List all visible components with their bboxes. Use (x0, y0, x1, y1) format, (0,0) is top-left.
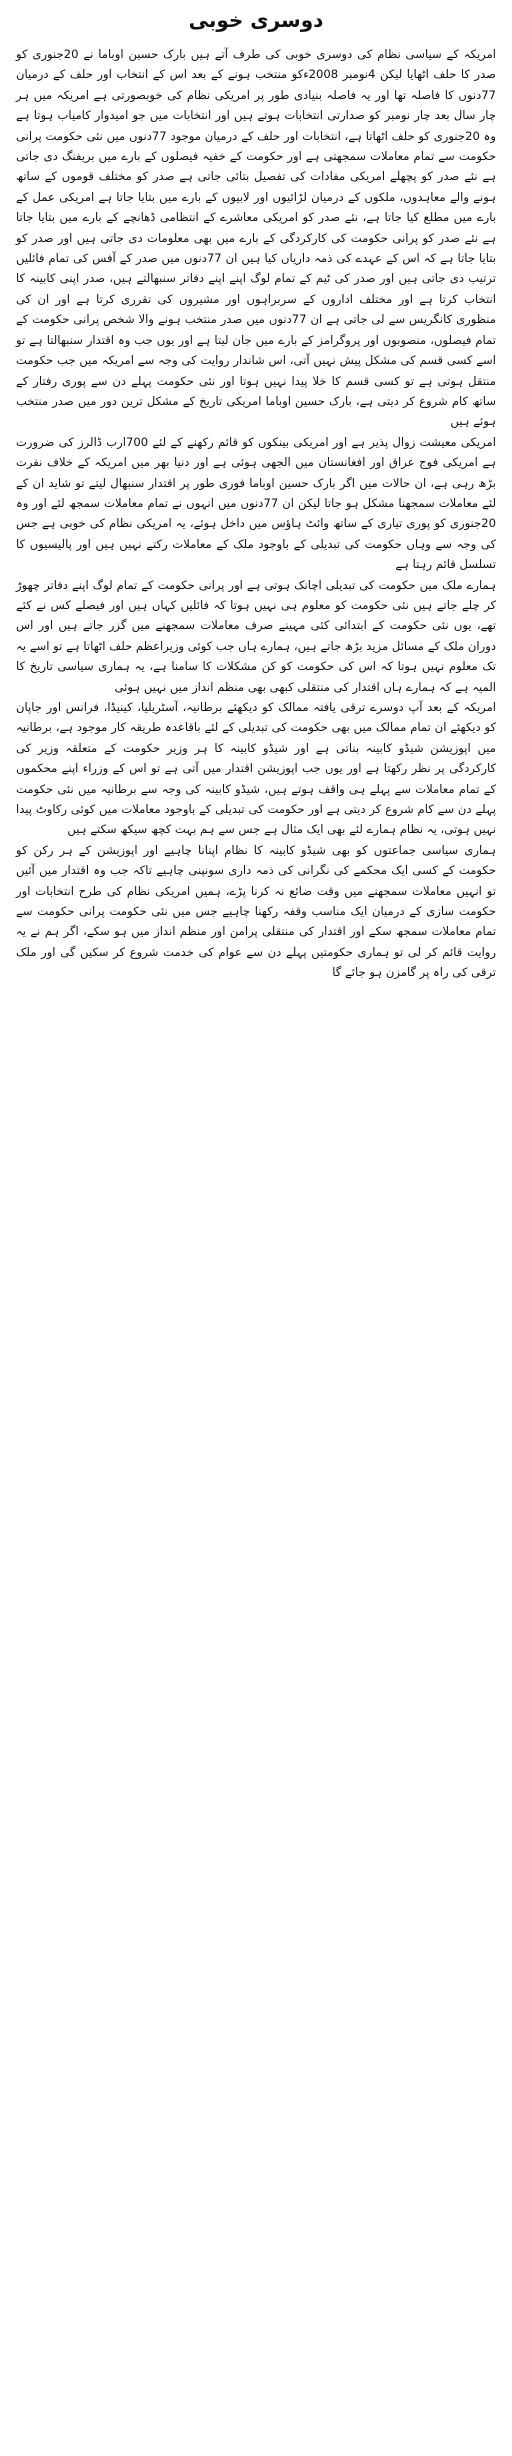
article-paragraph: ہماری سیاسی جماعتوں کو بھی شیڈو کابینہ کا نظام اپنانا چاہیے اور اپوزیشن کے ہر رکن کو حکومت کے کسی ایک محکمے کی نگرانی کی ذمہ داری سونپنی چاہیے تاکہ جب وہ اقتدار میں آئیں تو انہیں معاملات سمجھنے میں وقت ضائع نہ کرنا پڑے، ہمیں امریکی نظام کی طرح انتخابات اور حکومت سازی کے درمیان ایک مناسب وقفہ رکھنا چاہیے جس میں نئی حکومت پرانی حکومت سے تمام معاملات سمجھ سکے اور اقتدار کی منتقلی پرامن اور منظم انداز میں ہو سکے، اگر ہم نے یہ روایت قائم کر لی تو ہماری حکومتیں پہلے دن سے عوام کی خدمت شروع کر سکیں گی اور ملک ترقی کی راہ پر گامزن ہو جائے گا (16, 842, 496, 980)
article-paragraph: امریکی معیشت زوال پذیر ہے اور امریکی بینکوں کو قائم رکھنے کے لئے 700ارب ڈالرز کی ضرورت ہے امریکی فوج عراق اور افغانستان میں الجھی ہوئی ہے اور دنیا بھر میں امریکہ کے خلاف نفرت بڑھ رہی ہے، ان حالات میں اگر بارک حسین اوباما فوری طور پر اقتدار سنبھال لیتے تو شاید ان کے لئے معاملات سمجھنا مشکل ہو جاتا لیکن ان 77دنوں میں انہوں نے تمام معاملات سمجھ لئے اور وہ 20جنوری کو پوری تیاری کے ساتھ وائٹ ہاؤس میں داخل ہوئے، یہ امریکی نظام کی خوبی ہے جس کی وجہ سے وہاں حکومت کی تبدیلی کے باوجود ملک کے معاملات رکتے نہیں ہیں اور پالیسیوں کا تسلسل قائم رہتا ہے (16, 434, 496, 572)
article-paragraph: امریکہ کے بعد آپ دوسرے ترقی یافتہ ممالک کو دیکھئے برطانیہ، آسٹریلیا، کینیڈا، فرانس اور جاپان کو دیکھئے ان تمام ممالک میں بھی حکومت کی تبدیلی کے لئے باقاعدہ طریقہ کار موجود ہے، برطانیہ میں اپوزیشن شیڈو کابینہ بناتی ہے اور شیڈو کابینہ کا ہر وزیر حکومت کے متعلقہ وزیر کی کارکردگی پر نظر رکھتا ہے اور یوں جب اپوزیشن اقتدار میں آتی ہے تو اس کے وزراء اپنے محکموں کے تمام معاملات سے پہلے ہی واقف ہوتے ہیں، شیڈو کابینہ کی وجہ سے برطانیہ میں نئی حکومت پہلے دن سے کام شروع کر دیتی ہے اور حکومت کی تبدیلی کے باوجود معاملات میں کوئی رکاوٹ پیدا نہیں ہوتی، یہ نظام ہمارے لئے بھی ایک مثال ہے جس سے ہم بہت کچھ سیکھ سکتے ہیں (16, 700, 496, 837)
article-paragraph: امریکہ کے سیاسی نظام کی دوسری خوبی کی طرف آتے ہیں بارک حسین اوباما نے 20جنوری کو صدر کا حلف اٹھایا لیکن 4نومبر 2008ءکو منتخب ہونے کے بعد اس کے انتخاب اور حلف کے درمیان 77دنوں کا فاصلہ تھا اور یہ فاصلہ بنیادی طور پر امریکی نظام کی خوبصورتی ہے امریکہ میں ہر چار سال بعد چار نومبر کو صدارتی انتخابات ہوتے ہیں اور انتخابات میں جو امیدوار کامیاب ہوتا ہے وہ 20جنوری کو حلف اٹھاتا ہے، انتخابات اور حلف کے درمیان موجود 77دنوں میں نئی حکومت پرانی حکومت سے تمام معاملات سمجھتی ہے اور حکومت کے خفیہ فیصلوں کے بارے میں بریفنگ دی جاتی ہے نئے صدر کو پچھلے امریکی مفادات کی تفصیل بتائی جاتی ہے صدر کو مختلف قوموں کے ساتھ ہونے والے معاہدوں، ملکوں کے درمیان لڑائیوں اور لابیوں کے بارے میں بتایا جاتا ہے امریکی عمل کے بارے میں مطلع کیا جاتا ہے، نئے صدر کو امریکی معاشرے کے انتظامی ڈھانچے کے بارے میں بتایا جاتا ہے نئے صدر کو پرانی حکومت کی کارکردگی کے بارے میں بھی معلومات دی جاتی ہیں اور صدر کو بتایا جاتا ہے کہ اس کے عہدے کی ذمہ داریاں کیا ہیں ان 77دنوں میں صدر کے آفس کی تمام فائلیں ترتیب دی جاتی ہیں اور صدر کی ٹیم کے تمام لوگ اپنے اپنے دفاتر سنبھالتے ہیں، صدر اپنی کابینہ کا انتخاب کرتا ہے اور مختلف اداروں کے سربراہوں اور مشیروں کی تقرری کرتا ہے اور ان کی منظوری کانگریس سے لی جاتی ہے ان 77دنوں میں صدر منتخب ہونے والا شخص پرانی حکومت کے تمام فیصلوں، منصوبوں اور پروگرامز کے بارے میں جان لیتا ہے اور یوں جب وہ اقتدار سنبھالتا ہے تو اسے کسی قسم کی مشکل پیش نہیں آتی، اس شاندار روایت کی وجہ سے امریکہ میں جب حکومت منتقل ہوتی ہے تو کسی قسم کا خلا پیدا نہیں ہوتا اور نئی حکومت پہلے دن سے پوری رفتار کے ساتھ کام شروع کر دیتی ہے، بارک حسین اوباما امریکی تاریخ کے مشکل ترین دور میں صدر منتخب ہوئے ہیں (16, 47, 497, 429)
article-headline: دوسری خوبی (188, 8, 324, 32)
article-paragraph: ہمارے ملک میں حکومت کی تبدیلی اچانک ہوتی ہے اور پرانی حکومت کے تمام لوگ اپنے دفاتر چھوڑ کر چلے جاتے ہیں نئی حکومت کو معلوم ہی نہیں ہوتا کہ فائلیں کہاں ہیں اور فیصلے کس نے کئے تھے، یوں نئی حکومت کے ابتدائی کئی مہینے صرف معاملات سمجھنے میں گزر جاتے ہیں اور اس دوران ملک کے مسائل مزید بڑھ جاتے ہیں، ہمارے ہاں جب کوئی وزیراعظم حلف اٹھاتا ہے تو اسے یہ تک معلوم نہیں ہوتا کہ اس کی حکومت کو کن مشکلات کا سامنا ہے، یہ ہماری سیاسی تاریخ کا المیہ ہے کہ ہمارے ہاں اقتدار کی منتقلی کبھی بھی منظم انداز میں نہیں ہوئی (16, 577, 496, 694)
